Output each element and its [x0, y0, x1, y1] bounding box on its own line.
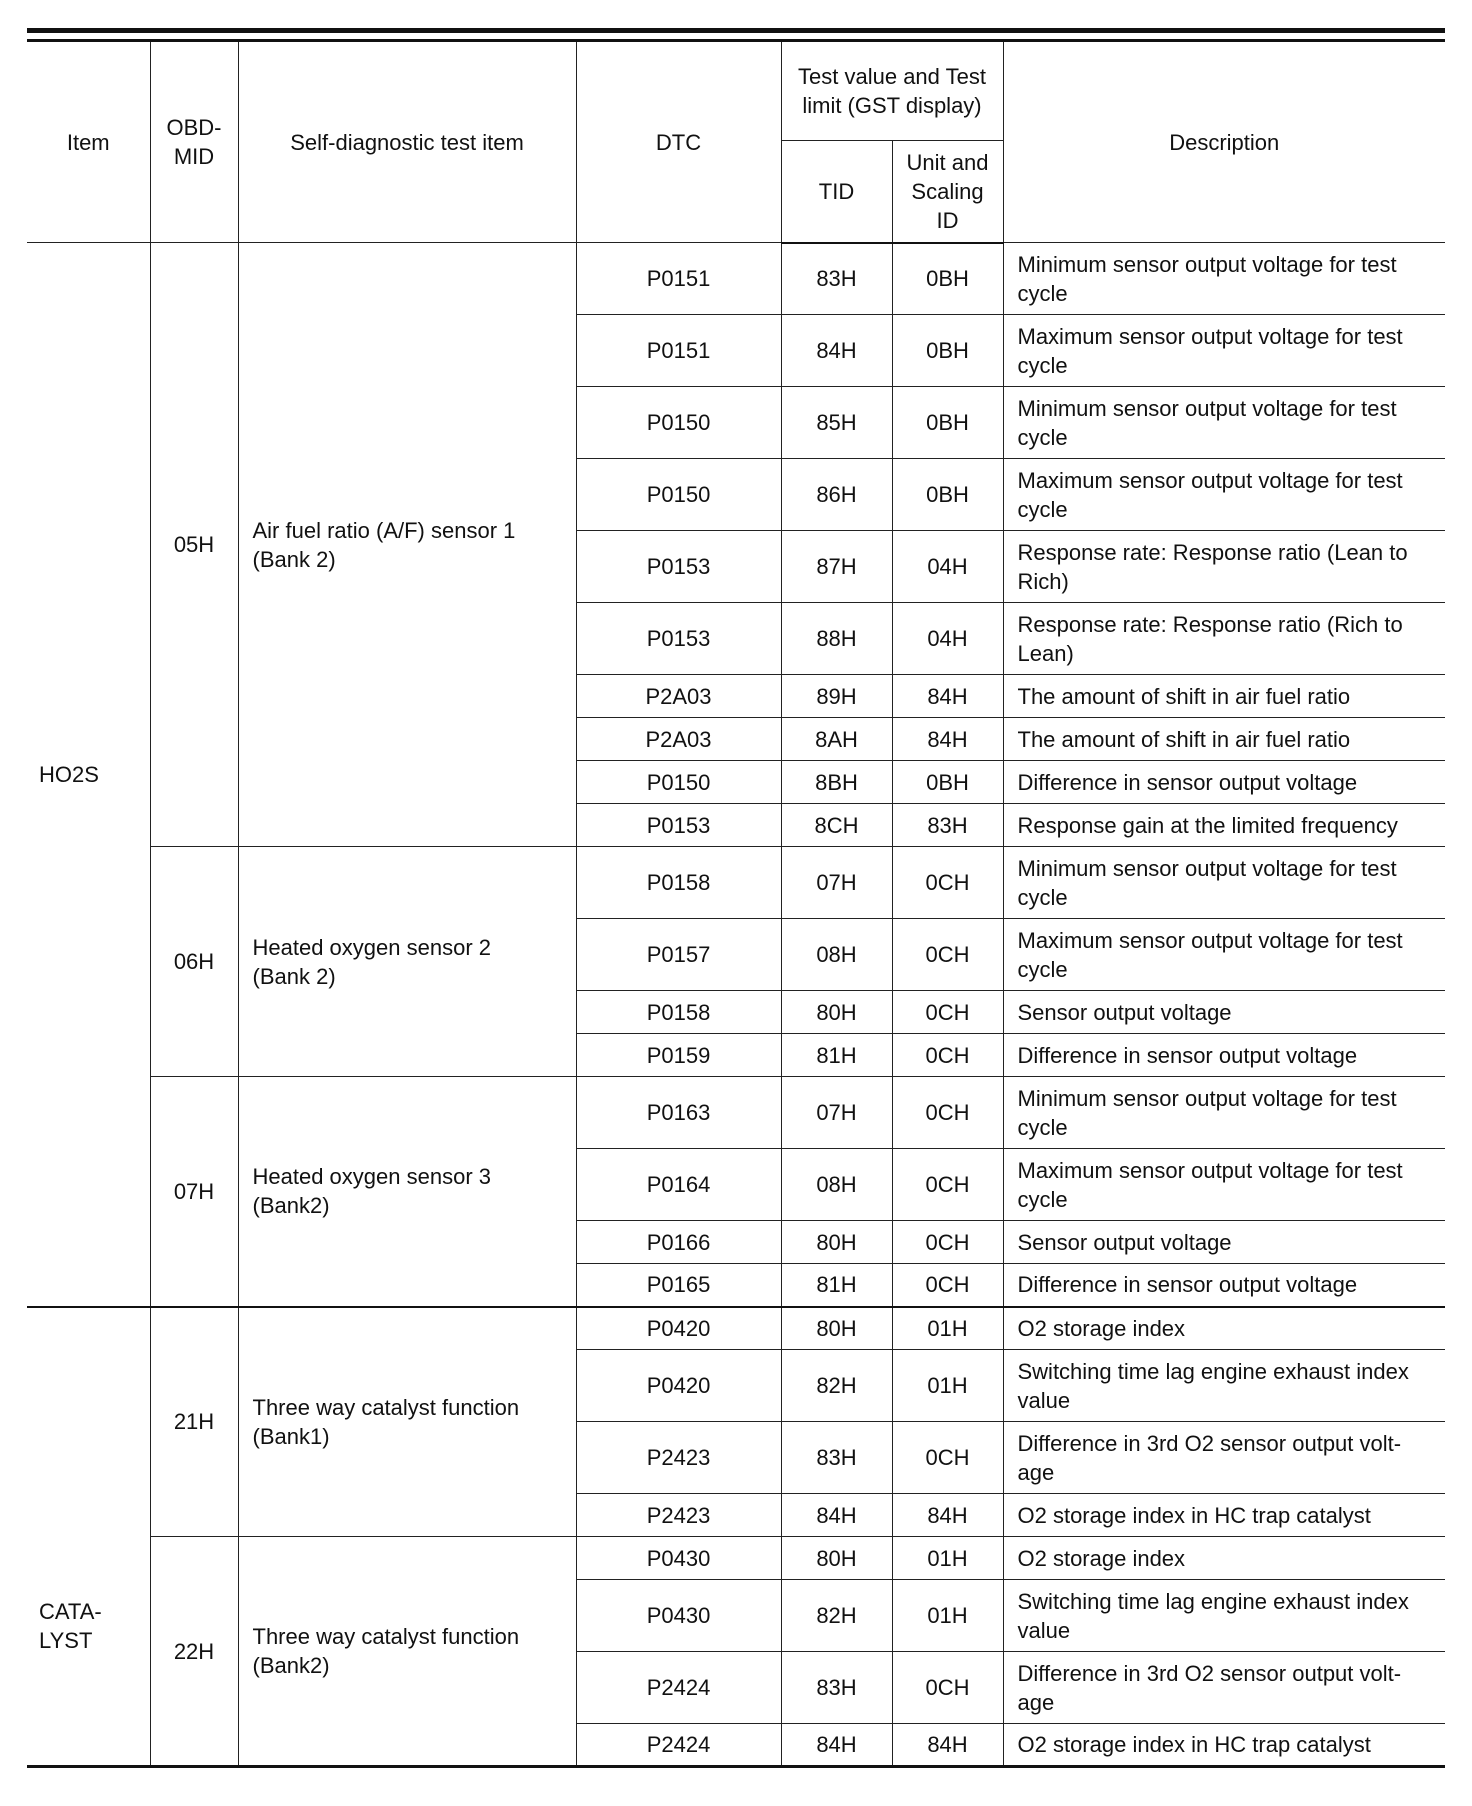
- description-cell: The amount of shift in air fuel ratio: [1003, 675, 1445, 718]
- dtc-cell: P0153: [576, 804, 781, 847]
- unit-scaling-cell: 0BH: [892, 387, 1003, 459]
- description-cell: Response rate: Response ratio (Lean to Rich): [1003, 531, 1445, 603]
- dtc-cell: P0151: [576, 243, 781, 315]
- dtc-cell: P0150: [576, 761, 781, 804]
- table-row: [27, 847, 1445, 919]
- unit-scaling-cell: 0CH: [892, 1221, 1003, 1264]
- unit-scaling-cell: 0CH: [892, 991, 1003, 1034]
- unit-scaling-cell: 04H: [892, 603, 1003, 675]
- header-test-item: Self-diagnostic test item: [238, 41, 576, 243]
- dtc-cell: P0420: [576, 1307, 781, 1350]
- description-cell: Difference in 3rd O2 sensor output volt-age: [1003, 1422, 1445, 1494]
- test-item-cell: Heated oxygen sensor 2 (Bank 2): [238, 847, 576, 1077]
- description-cell: Maximum sensor output voltage for test cycle: [1003, 919, 1445, 991]
- description-cell: Response rate: Response ratio (Rich to Lean): [1003, 603, 1445, 675]
- tid-cell: 85H: [781, 387, 892, 459]
- obd-mid-cell: 05H: [150, 243, 238, 847]
- unit-scaling-cell: 0BH: [892, 761, 1003, 804]
- unit-scaling-cell: 04H: [892, 531, 1003, 603]
- dtc-cell: P0158: [576, 847, 781, 919]
- tid-cell: 07H: [781, 847, 892, 919]
- description-cell: Minimum sensor output voltage for test cycle: [1003, 243, 1445, 315]
- header-item: Item: [27, 41, 150, 243]
- description-cell: Response gain at the limited frequency: [1003, 804, 1445, 847]
- table-row: [27, 1307, 1445, 1350]
- description-cell: Sensor output voltage: [1003, 991, 1445, 1034]
- dtc-cell: P0420: [576, 1350, 781, 1422]
- table-row: [27, 1537, 1445, 1580]
- obd-mid-cell: 06H: [150, 847, 238, 1077]
- unit-scaling-cell: 0CH: [892, 1077, 1003, 1149]
- header-description: Description: [1003, 41, 1445, 243]
- dtc-cell: P0165: [576, 1264, 781, 1307]
- description-cell: Switching time lag engine exhaust index value: [1003, 1580, 1445, 1652]
- dtc-cell: P0159: [576, 1034, 781, 1077]
- tid-cell: 82H: [781, 1350, 892, 1422]
- description-cell: O2 storage index in HC trap catalyst: [1003, 1724, 1445, 1767]
- tid-cell: 08H: [781, 919, 892, 991]
- obd-mid-cell: 21H: [150, 1307, 238, 1537]
- tid-cell: 83H: [781, 1652, 892, 1724]
- dtc-cell: P0151: [576, 315, 781, 387]
- unit-scaling-cell: 0CH: [892, 1652, 1003, 1724]
- dtc-cell: P2A03: [576, 718, 781, 761]
- description-cell: Minimum sensor output voltage for test cycle: [1003, 847, 1445, 919]
- dtc-cell: P2423: [576, 1422, 781, 1494]
- unit-scaling-cell: 0CH: [892, 1422, 1003, 1494]
- dtc-cell: P0166: [576, 1221, 781, 1264]
- tid-cell: 8AH: [781, 718, 892, 761]
- tid-cell: 08H: [781, 1149, 892, 1221]
- obd-test-table: [27, 39, 1445, 1768]
- tid-cell: 83H: [781, 1422, 892, 1494]
- unit-scaling-cell: 01H: [892, 1350, 1003, 1422]
- tid-cell: 88H: [781, 603, 892, 675]
- dtc-cell: P0430: [576, 1537, 781, 1580]
- tid-cell: 8CH: [781, 804, 892, 847]
- item-cell: CATA-LYST: [27, 1307, 150, 1767]
- tid-cell: 87H: [781, 531, 892, 603]
- table-row: [27, 1077, 1445, 1149]
- obd-mid-cell: 07H: [150, 1077, 238, 1307]
- description-cell: Maximum sensor output voltage for test cycle: [1003, 315, 1445, 387]
- unit-scaling-cell: 0CH: [892, 847, 1003, 919]
- dtc-cell: P0164: [576, 1149, 781, 1221]
- obd-mid-cell: 22H: [150, 1537, 238, 1767]
- table-header: [27, 41, 1445, 243]
- tid-cell: 80H: [781, 1221, 892, 1264]
- header-unit-scaling: Unit and Scaling ID: [892, 141, 1003, 243]
- dtc-cell: P0163: [576, 1077, 781, 1149]
- description-cell: O2 storage index: [1003, 1537, 1445, 1580]
- dtc-cell: P2424: [576, 1652, 781, 1724]
- tid-cell: 81H: [781, 1264, 892, 1307]
- dtc-cell: P0150: [576, 387, 781, 459]
- dtc-cell: P0430: [576, 1580, 781, 1652]
- tid-cell: 80H: [781, 1537, 892, 1580]
- tid-cell: 07H: [781, 1077, 892, 1149]
- unit-scaling-cell: 0BH: [892, 315, 1003, 387]
- dtc-cell: P0158: [576, 991, 781, 1034]
- tid-cell: 80H: [781, 1307, 892, 1350]
- obd-table-wrapper: [27, 28, 1445, 1768]
- header-test-value: Test value and Test limit (GST display): [781, 41, 1003, 141]
- tid-cell: 89H: [781, 675, 892, 718]
- table-row: [27, 243, 1445, 315]
- description-cell: Difference in sensor output voltage: [1003, 1264, 1445, 1307]
- dtc-cell: P0153: [576, 603, 781, 675]
- description-cell: O2 storage index in HC trap catalyst: [1003, 1494, 1445, 1537]
- dtc-cell: P2423: [576, 1494, 781, 1537]
- tid-cell: 83H: [781, 243, 892, 315]
- description-cell: Difference in sensor output voltage: [1003, 761, 1445, 804]
- unit-scaling-cell: 83H: [892, 804, 1003, 847]
- unit-scaling-cell: 0CH: [892, 1149, 1003, 1221]
- description-cell: Maximum sensor output voltage for test cycle: [1003, 459, 1445, 531]
- description-cell: Difference in 3rd O2 sensor output volt-age: [1003, 1652, 1445, 1724]
- description-cell: Sensor output voltage: [1003, 1221, 1445, 1264]
- tid-cell: 84H: [781, 1724, 892, 1767]
- unit-scaling-cell: 01H: [892, 1580, 1003, 1652]
- item-cell: HO2S: [27, 243, 150, 1307]
- tid-cell: 82H: [781, 1580, 892, 1652]
- tid-cell: 81H: [781, 1034, 892, 1077]
- dtc-cell: P2424: [576, 1724, 781, 1767]
- unit-scaling-cell: 0CH: [892, 919, 1003, 991]
- tid-cell: 80H: [781, 991, 892, 1034]
- description-cell: Difference in sensor output voltage: [1003, 1034, 1445, 1077]
- header-obd-mid: OBD-MID: [150, 41, 238, 243]
- tid-cell: 84H: [781, 315, 892, 387]
- unit-scaling-cell: 84H: [892, 675, 1003, 718]
- unit-scaling-cell: 84H: [892, 1724, 1003, 1767]
- unit-scaling-cell: 84H: [892, 718, 1003, 761]
- test-item-cell: Three way catalyst function (Bank2): [238, 1537, 576, 1767]
- header-tid: TID: [781, 141, 892, 243]
- description-cell: The amount of shift in air fuel ratio: [1003, 718, 1445, 761]
- tid-cell: 8BH: [781, 761, 892, 804]
- test-item-cell: Air fuel ratio (A/F) sensor 1 (Bank 2): [238, 243, 576, 847]
- test-item-cell: Three way catalyst function (Bank1): [238, 1307, 576, 1537]
- description-cell: Switching time lag engine exhaust index value: [1003, 1350, 1445, 1422]
- dtc-cell: P0153: [576, 531, 781, 603]
- unit-scaling-cell: 01H: [892, 1307, 1003, 1350]
- unit-scaling-cell: 0CH: [892, 1264, 1003, 1307]
- tid-cell: 84H: [781, 1494, 892, 1537]
- unit-scaling-cell: 84H: [892, 1494, 1003, 1537]
- dtc-cell: P2A03: [576, 675, 781, 718]
- unit-scaling-cell: 0BH: [892, 243, 1003, 315]
- dtc-cell: P0150: [576, 459, 781, 531]
- description-cell: Maximum sensor output voltage for test cycle: [1003, 1149, 1445, 1221]
- description-cell: Minimum sensor output voltage for test cycle: [1003, 387, 1445, 459]
- description-cell: O2 storage index: [1003, 1307, 1445, 1350]
- dtc-cell: P0157: [576, 919, 781, 991]
- description-cell: Minimum sensor output voltage for test cycle: [1003, 1077, 1445, 1149]
- tid-cell: 86H: [781, 459, 892, 531]
- header-dtc: DTC: [576, 41, 781, 243]
- unit-scaling-cell: 0BH: [892, 459, 1003, 531]
- test-item-cell: Heated oxygen sensor 3 (Bank2): [238, 1077, 576, 1307]
- unit-scaling-cell: 01H: [892, 1537, 1003, 1580]
- table-body: [27, 243, 1445, 1767]
- unit-scaling-cell: 0CH: [892, 1034, 1003, 1077]
